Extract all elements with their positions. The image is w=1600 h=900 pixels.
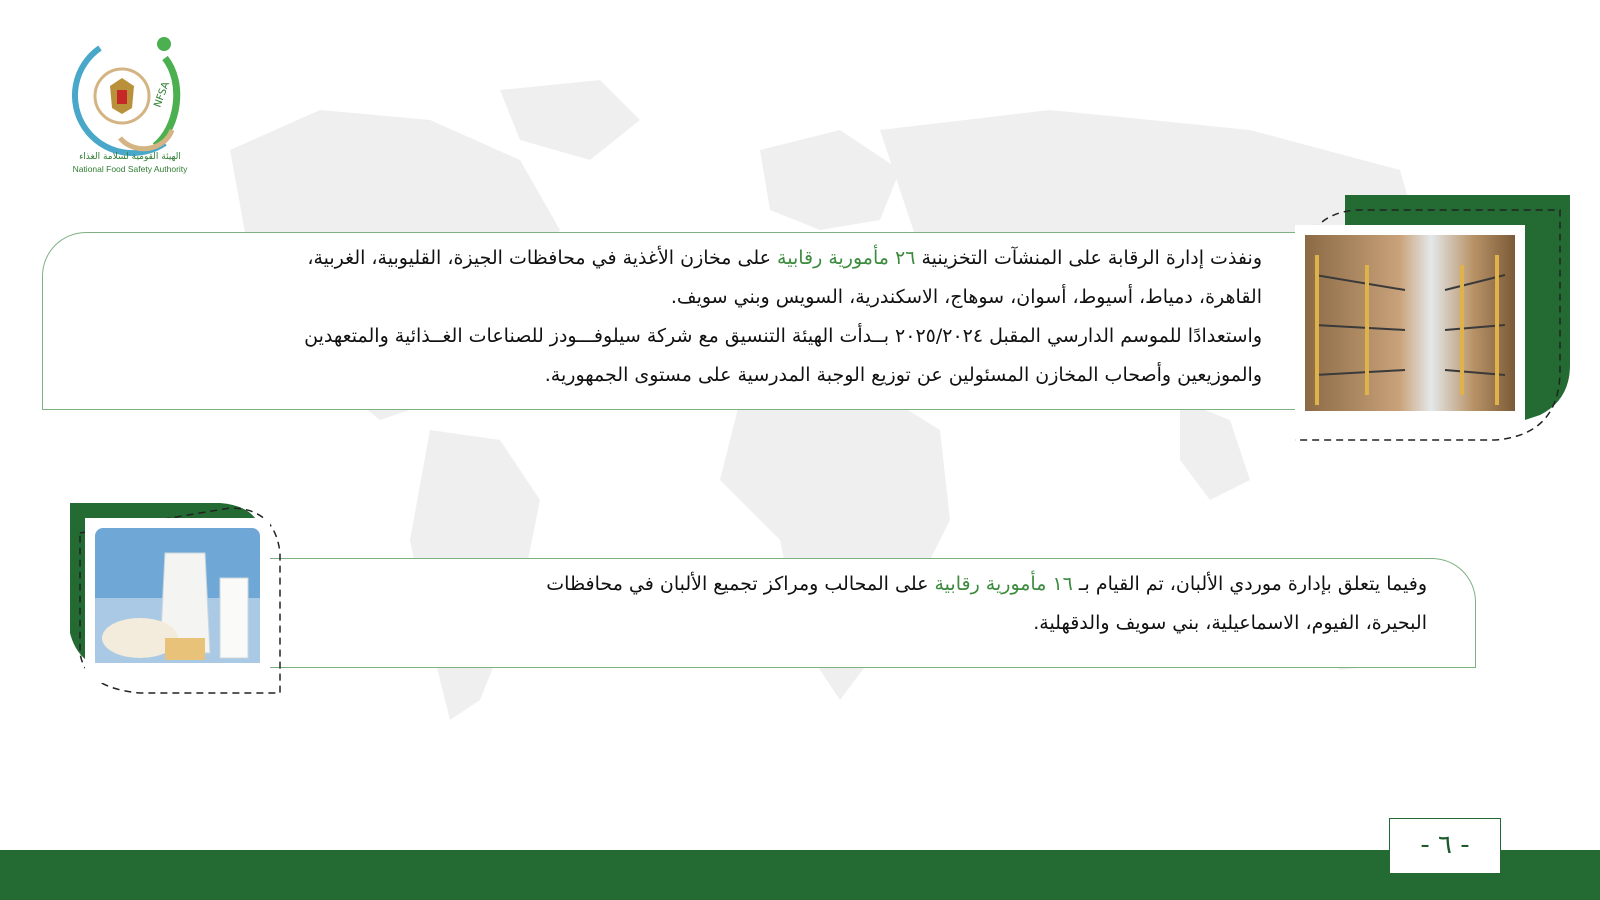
- section2-line1: [290, 565, 1427, 604]
- section2-line2: البحيرة، الفيوم، الاسماعيلية، بني سويف والدقهلية.: [1033, 612, 1427, 634]
- section2-line1-end: على المحالب ومراكز تجميع الألبان في محافظات: [546, 573, 929, 595]
- logo-name-english: National Food Safety Authority: [72, 164, 188, 174]
- logo-abbreviation: NFSA: [152, 80, 172, 110]
- section1-line1-start: ونفذت إدارة الرقابة على المنشآت التخزينية: [921, 247, 1262, 269]
- logo-name-arabic: الهيئة القومية لسلامة الغذاء: [79, 152, 181, 162]
- dairy-inspection-text-panel: [270, 558, 1476, 668]
- section1-line2: القاهرة، دمياط، أسيوط، أسوان، سوهاج، الاسكندرية، السويس وبني سويف.: [670, 286, 1262, 308]
- dairy-photo-icon: [70, 503, 295, 703]
- section1-line1: [63, 239, 1262, 278]
- page-number: - ٦ -: [1389, 818, 1501, 874]
- section1-line1-end: على مخازن الأغذية في محافظات الجيزة، القليوبية، الغربية،: [307, 247, 771, 269]
- section1-line3: واستعدادًا للموسم الدارسي المقبل ٢٠٢٥/٢٠٢٤ بــدأت الهيئة التنسيق مع شركة سيلوفـــودز للصناعات الغــذائية والمتعهدين: [304, 325, 1262, 347]
- section2-line1-start: وفيما يتعلق بإدارة موردي الألبان، تم القيام بـ: [1078, 573, 1427, 595]
- footer-bar: [0, 850, 1600, 900]
- section2-highlight: ١٦ مأمورية رقابية: [934, 573, 1073, 595]
- section1-line4: والموزيعين وأصحاب المخازن المسئولين عن توزيع الوجبة المدرسية على مستوى الجمهورية.: [544, 364, 1262, 386]
- warehouse-inspection-text-panel: [42, 232, 1322, 410]
- section1-highlight: ٢٦ مأمورية رقابية: [777, 247, 916, 269]
- warehouse-photo-icon: [1295, 195, 1580, 455]
